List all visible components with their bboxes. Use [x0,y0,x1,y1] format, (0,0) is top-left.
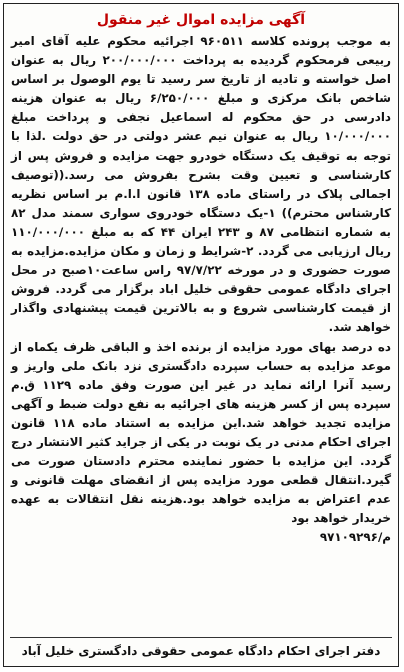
notice-paragraph: ده درصد بهای مورد مزایده از برنده اخذ و الباقی ظرف یکماه از موعد مزایده به حساب سپرده دادگستری نزد بانک ملی واریز و رسید آنرا ارائه نماید در غیر این صورت وفق ماده ۱۱۲۹ ق.م سپرده پس از کسر هزینه های اجرائیه به نفع دولت ضبط و آگهی مزایده تجدید خواهد شد.این مزایده به استناد ماده ۱۱۸ قانون اجرای احکام مدنی در یک نوبت در یکی از جراید کثیر الانتشار درج گردد. این مزایده با حضور نماینده محترم دادستان صورت می گیرد.انتقال قطعی مورد مزایده پس از انقضای مهلت قانونی و عدم اعتراض به مزایده خواهد بود.هزینه نقل انتقالات به عهده خریدار خواهد بود [11,339,391,526]
notice-frame [3,3,399,667]
notice-title: آگهی مزایده اموال غیر منقول [96,12,306,28]
notice-body [4,30,398,548]
notice-reference-number: م/۹۷۱۰۹۲۹۶ [319,530,391,545]
notice-footer: دفتر اجرای احکام دادگاه عمومی حقوقی دادگستری خلیل آباد [10,637,392,658]
notice-paragraph: به موجب پرونده کلاسه ۹۶۰۵۱۱ اجرائیه محکوم علیه آقای امیر ربیعی فرمحکوم گردیده به پرداخت ۲۰۰/۰۰۰/۰۰۰ ریال به عنوان اصل خواسته و تادیه از تاریخ سر رسید تا یوم الوصول بر اساس شاخص بانک مرکزی و مبلغ ۶/۲۵۰/۰۰۰ ریال به عنوان هزینه دادرسی در حق محکوم له اسماعیل نجفی و پرداخت مبلغ ۱۰/۰۰۰/۰۰۰ ریال به عنوان نیم عشر دولتی در حق دولت .لذا با توجه به توقیف یک دستگاه خودرو جهت مزایده و فروش پس از کارشناسی و تعیین وقت بشرح بفروش می رسد.((توصیف اجمالی پلاک در راستای ماده ۱۳۸ قانون ا.ا.م بر اساس نظریه کارشناس محترم)) ۱-یک دستگاه خودروی سواری سمند مدل ۸۲ به شماره انتظامی ۸۷ و ۲۴۳ ایران ۴۴ که به مبلغ ۱۱۰/۰۰۰/۰۰۰ ریال ارزیابی می گردد. ۲-شرایط و زمان و مکان مزایده.مزایده به صورت حضوری و در مورخه ۹۷/۷/۲۲ راس ساعت۱۰صبح در محل اجرای دادگاه عمومی حقوقی خلیل اباد برگزار می گردد. فروش از قیمت کارشناسی شروع و به بالاترین قیمت پیشنهادی واگذار خواهد شد. [11,34,392,335]
